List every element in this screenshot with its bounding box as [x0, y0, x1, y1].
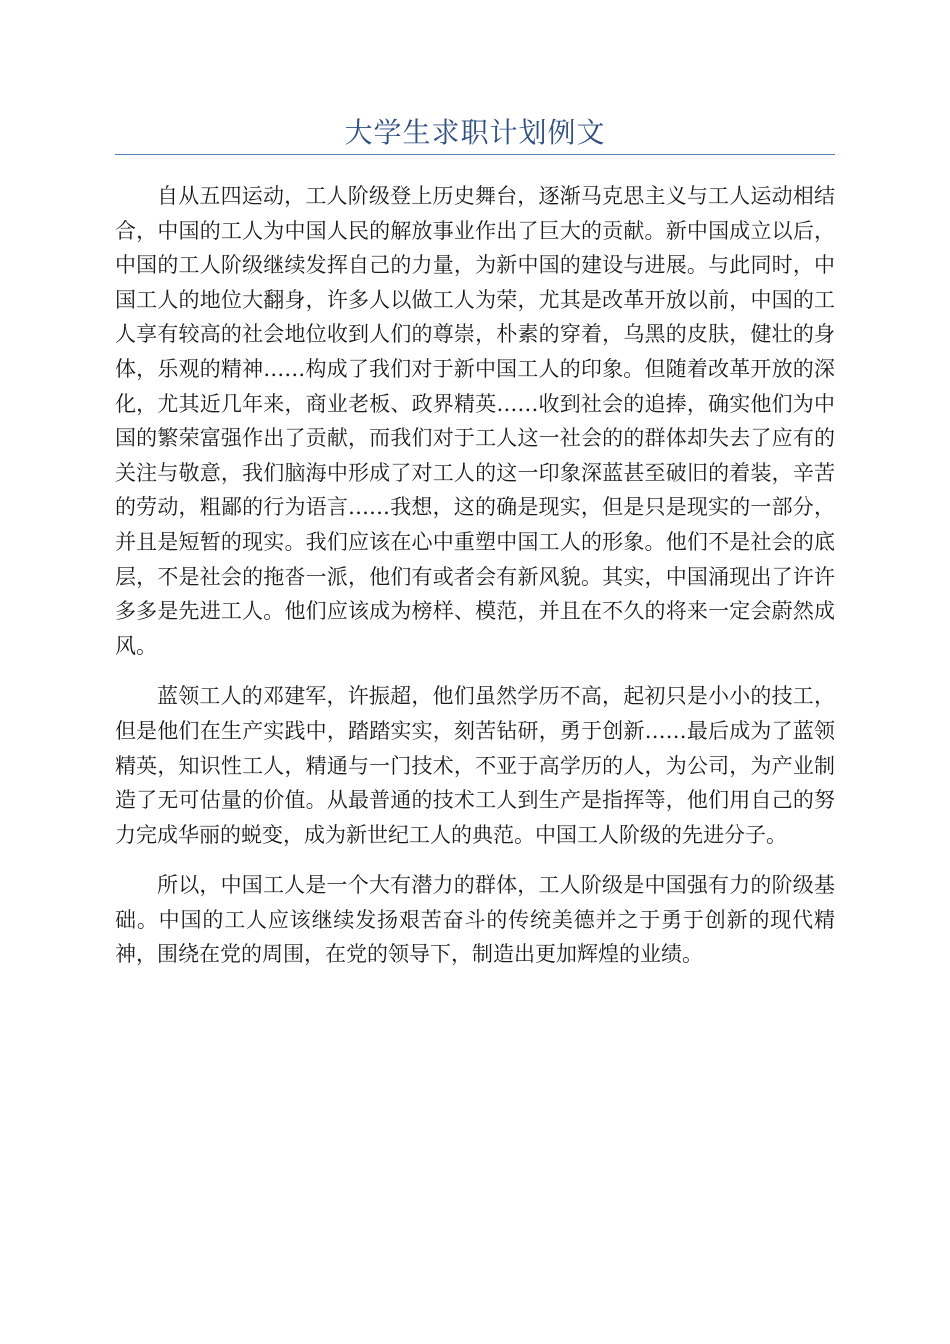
document-title: 大学生求职计划例文	[344, 116, 606, 149]
document-body	[115, 179, 835, 988]
paragraph-2: 蓝领工人的邓建军，许振超，他们虽然学历不高，起初只是小小的技工，但是他们在生产实践中，踏踏实实，刻苦钻研，勇于创新……最后成为了蓝领精英，知识性工人，精通与一门技术，不亚于高学历的人，为公司，为产业制造了无可估量的价值。从最普通的技术工人到生产是指挥等，他们用自己的努力完成华丽的蜕变，成为新世纪工人的典范。中国工人阶级的先进分子。	[115, 684, 835, 847]
title-underline	[115, 154, 835, 155]
paragraph-3: 所以，中国工人是一个大有潜力的群体，工人阶级是中国强有力的阶级基础。中国的工人应该继续发扬艰苦奋斗的传统美德并之于勇于创新的现代精神，围绕在党的周围，在党的领导下，制造出更加辉煌的业绩。	[115, 873, 835, 967]
paragraph-1: 自从五四运动，工人阶级登上历史舞台，逐渐马克思主义与工人运动相结合，中国的工人为中国人民的解放事业作出了巨大的贡献。新中国成立以后，中国的工人阶级继续发挥自己的力量，为新中国的建设与进展。与此同时，中国工人的地位大翻身，许多人以做工人为荣，尤其是改革开放以前，中国的工人享有较高的社会地位收到人们的尊崇，朴素的穿着，乌黑的皮肤，健壮的身体，乐观的精神……构成了我们对于新中国工人的印象。但随着改革开放的深化，尤其近几年来，商业老板、政界精英……收到社会的追捧，确实他们为中国的繁荣富强作出了贡献，而我们对于工人这一社会的的群体却失去了应有的关注与敬意，我们脑海中形成了对工人的这一印象深蓝甚至破旧的着装，辛苦的劳动，粗鄙的行为语言……我想，这的确是现实，但是只是现实的一部分，并且是短暂的现实。我们应该在心中重塑中国工人的形象。他们不是社会的底层，不是社会的拖沓一派，他们有或者会有新风貌。其实，中国涌现出了许许多多是先进工人。他们应该成为榜样、模范，并且在不久的将来一定会蔚然成风。	[115, 184, 835, 658]
